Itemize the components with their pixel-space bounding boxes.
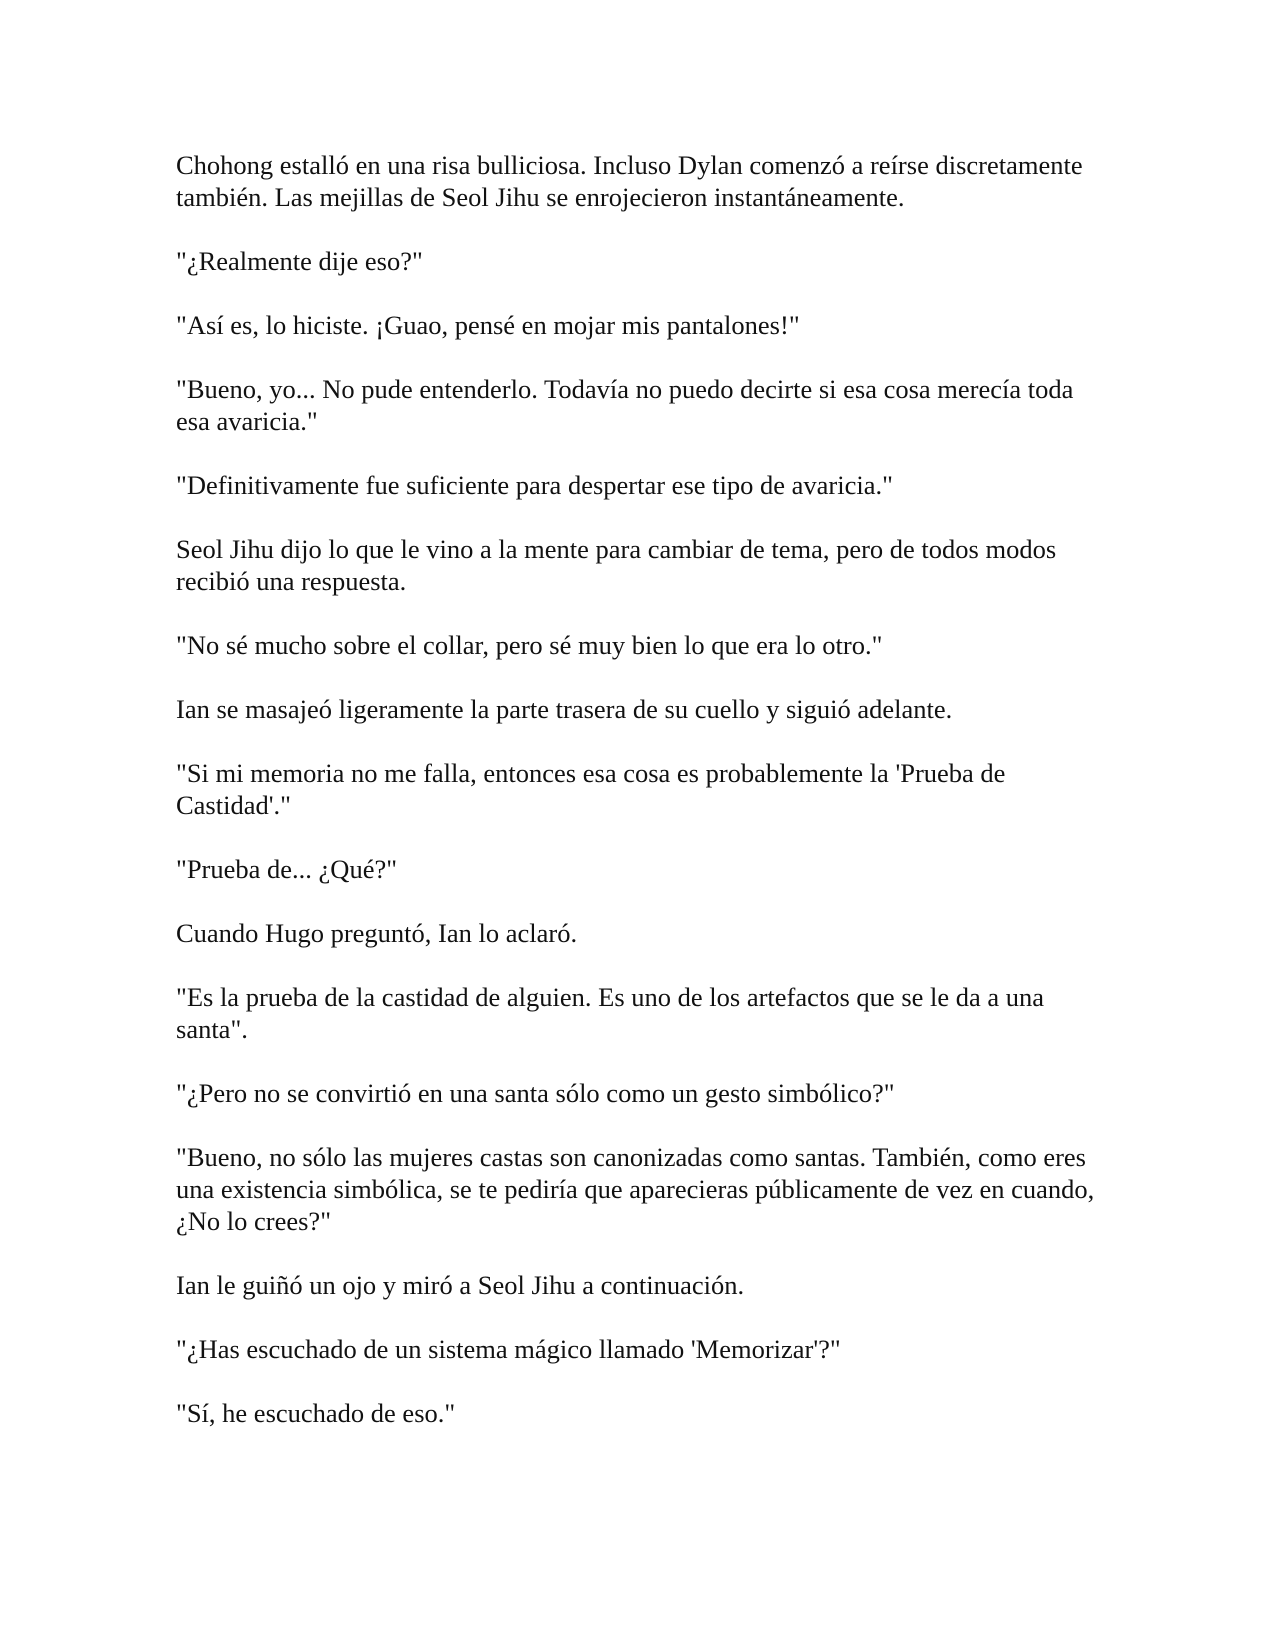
paragraph: Ian se masajeó ligeramente la parte trasera de su cuello y siguió adelante. [176, 694, 953, 724]
paragraph: "Si mi memoria no me falla, entonces esa cosa es probablemente la 'Prueba de Castidad'." [176, 758, 1006, 820]
paragraph: "¿Has escuchado de un sistema mágico llamado 'Memorizar'?" [176, 1334, 841, 1364]
paragraph: "Bueno, no sólo las mujeres castas son canonizadas como santas. También, como eres una existencia simbólica, se te pediría que aparecieras públicamente de vez en cuando, ¿No lo crees?" [176, 1142, 1095, 1236]
paragraph: "Bueno, yo... No pude entenderlo. Todavía no puedo decirte si esa cosa merecía toda esa avaricia." [176, 374, 1074, 436]
paragraph: Chohong estalló en una risa bulliciosa. Incluso Dylan comenzó a reírse discretamente también. Las mejillas de Seol Jihu se enrojecieron instantáneamente. [176, 150, 1083, 212]
document-body [176, 149, 1106, 1461]
paragraph: "No sé mucho sobre el collar, pero sé muy bien lo que era lo otro." [176, 630, 883, 660]
paragraph: Seol Jihu dijo lo que le vino a la mente para cambiar de tema, pero de todos modos recibió una respuesta. [176, 534, 1057, 596]
paragraph: "¿Realmente dije eso?" [176, 246, 423, 276]
paragraph: "¿Pero no se convirtió en una santa sólo como un gesto simbólico?" [176, 1078, 895, 1108]
paragraph: "Prueba de... ¿Qué?" [176, 854, 398, 884]
paragraph: Ian le guiñó un ojo y miró a Seol Jihu a continuación. [176, 1270, 745, 1300]
paragraph: "Es la prueba de la castidad de alguien. Es uno de los artefactos que se le da a una santa". [176, 982, 1045, 1044]
paragraph: Cuando Hugo preguntó, Ian lo aclaró. [176, 918, 578, 948]
paragraph: "Definitivamente fue suficiente para despertar ese tipo de avaricia." [176, 470, 893, 500]
paragraph: "Así es, lo hiciste. ¡Guao, pensé en mojar mis pantalones!" [176, 310, 800, 340]
paragraph: "Sí, he escuchado de eso." [176, 1398, 456, 1428]
